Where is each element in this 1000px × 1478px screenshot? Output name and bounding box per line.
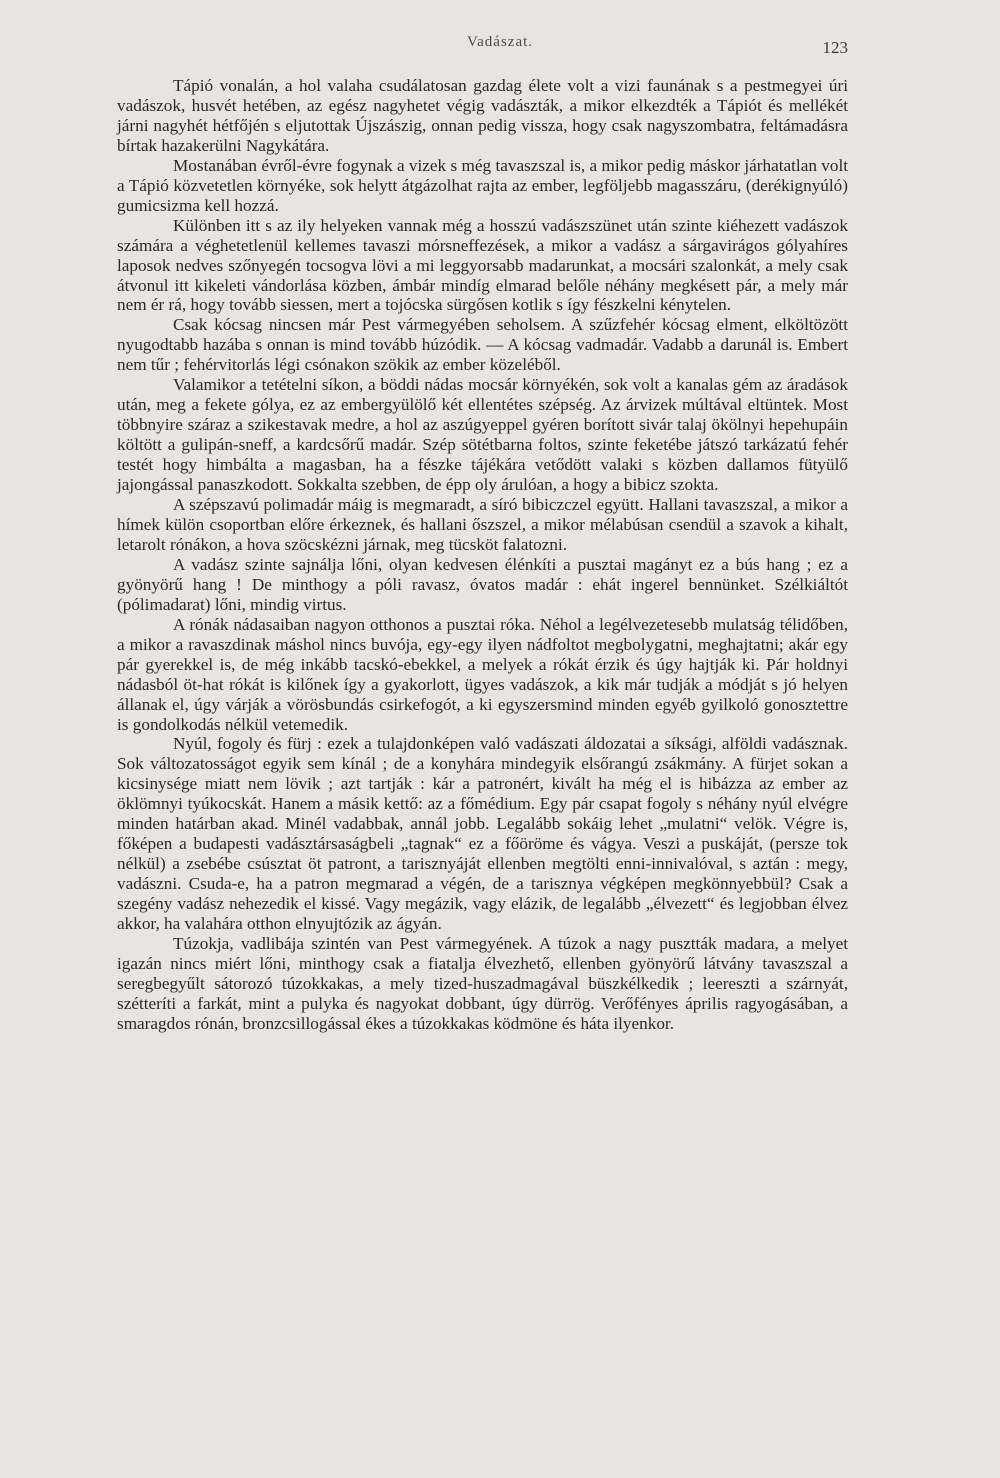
paragraph: Csak kócsag nincsen már Pest vármegyében seholsem. A szűzfehér kócsag elment, elköltözött nyugodtabb hazába s onnan is mind tovább húzódik. — A kócsag vadmadár. Vadabb a darunál is. Embert nem tűr ; fehérvitorlás légi csónakon szökik az ember közeléből. — [117, 315, 848, 375]
paragraph: A rónák nádasaiban nagyon otthonos a pusztai róka. Néhol a legélvezetesebb mulatság télidőben, a mikor a ravaszdinak máshol nincs buvója, egy-egy ilyen nádfoltot megbolygatni, meghajtatni; akár egy pár gyerekkel is, de még inkább tacskó-ebekkel, a melyek a rókát érzik és úgy hajtják ki. Pár holdnyi nádasból öt-hat rókát is kilőnek így a gyakorlott, ügyes vadászok, a kik már tudják a módját s jó helyen állanak el, úgy várják a vörösbundás csirkefogót, a ki egyszersmind minden egyéb gyilkoló gonosztettre is gondolkodás nélkül vetemedik. — [117, 614, 848, 734]
running-head: Vadászat. — [466, 34, 534, 50]
paragraph: A vadász szinte sajnálja lőni, olyan kedvesen élénkíti a pusztai magányt ez a bús hang ; ez a gyönyörű hang ! De minthogy a póli ravasz, óvatos madár : ehát ingerel bennünket. Szélkiáltót (pólimadarat) lőni, mindig virtus. — [117, 554, 848, 614]
paragraph: Túzokja, vadlibája szintén van Pest vármegyének. A túzok a nagy pusztták madara, a melyet igazán nincs miért lőni, minthogy csak a fiatalja élvezhető, ellenben gyönyörű látvány tavaszszal a seregbegyűlt sátorozó túzokkakas, a mely tized-huszadmagával büszkélkedik ; leereszti a szárnyát, szétteríti a farkát, mint a pulyka és nagyokat dobbant, úgy dürrög. Verőfényes április ragyogásában, a smaragdos rónán, bronzcsillogással ékes a túzokkakas ködmöne és háta ilyenkor. — [117, 933, 848, 1033]
paragraph: Nyúl, fogoly és fürj : ezek a tulajdonképen való vadászati áldozatai a síksági, alföldi vadásznak. Sok változatosságot egyik sem kínál ; de a konyhára mindegyik elsőrangú zsákmány. A fürjet sokan a kicsinysége miatt nem lövik ; azt tartják : kár a patronért, kivált ha még el is hibázza az ember az öklömnyi tyúkocskát. Hanem a másik kettő: az a főmédium. Egy pár csapat fogoly s néhány nyúl elvégre minden határban akad. Minél vadabbak, annál jobb. Legalább sokáig lehet „mulatni“ velök. Végre is, főképen a budapesti vadásztársaságbeli „tagnak“ ez a főöröme és vágya. Veszi a puskáját, (persze tok nélkül) a zsebébe csúsztat öt patront, a tarisznyáját ellenben megtölti enni-innivalóval, s aztán : megy, vadászni. Csuda-e, ha a patron megmarad a végén, de a tarisznya végképen megkönnyebbül? Csak a szegény vadász nehezedik el kissé. Vagy megázik, vagy elázik, de legalább „élvezett“ és legjobban élvez akkor, ha valahára otthon elnyujtózik az ágyán. — [117, 734, 848, 934]
page-number: 123 — [822, 38, 848, 57]
paragraph: Tápió vonalán, a hol valaha csudálatosan gazdag élete volt a vizi faunának s a pestmegyei úri vadászok, husvét hetében, az egész nagyhetet végig vadászták, a mikor elkezdték a Tápiót és mellékét járni nagyhét hétfőjén s eljutottak Újszászig, onnan pedig vissza, hogy csak nagyszombatra, feltámadásra bírtak hazakerülni Nagykátára. — [117, 76, 848, 155]
paragraph: Valamikor a tetételni síkon, a böddi nádas mocsár környékén, sok volt a kanalas gém az áradások után, meg a fekete gólya, ez az embergyülölő két ellentétes szépség. Az árvizek múltával eltüntek. Most többnyire száraz a szikestavak medre, a hol az aszúgyeppel gyéren borított sivár talaj ökölnyi hepehupáin költött a gulipán-sneff, a kardcsőrű madár. Szép sötétbarna foltos, szinte feketébe játszó tarkázatú fehér testét hogy himbálta a magasban, ha a fészke tájékára vetődött valaki s közben dallamos fütyülő jajongással panaszkodott. Sokkalta szebben, de épp oly árulóan, a hogy a bibicz szokta. — [117, 375, 848, 495]
paragraph: Különben itt s az ily helyeken vannak még a hosszú vadászszünet után szinte kiéhezett vadászok számára a véghetetlenül kellemes tavaszi mórsneffezések, a mikor a vadász a sárgavirágos gólyahíres laposok nedves szőnyegén tocsogva lövi a mi leggyorsabb madarunkat, a mocsári szalonkát, a mely csak átvonul itt kikeleti vándorlása közben, ámbár mindíg elmarad belőle néhány megkésett pár, a mely már nem ér rá, hogy tovább siessen, mert a tojócska sürgősen kotlik s így fészkelni kénytelen. — [117, 215, 848, 315]
paragraph: A szépszavú polimadár máig is megmaradt, a síró bibiczczel együtt. Hallani tavaszszal, a mikor a hímek külön csoportban előre érkeznek, és hallani őszszel, a mikor mélabúsan csendül a szavok a kihalt, letarolt rónákon, a hova szöcskézni járnak, meg tücsköt falatozni. — [117, 495, 848, 554]
paragraph: Mostanában évről-évre fogynak a vizek s még tavaszszal is, a mikor pedig máskor járhatatlan volt a Tápió közvetetlen környéke, sok helytt átgázolhat rajta az ember, legföljebb magasszáru, (derékignyúló) gumicsizma kell hozzá. — [117, 155, 848, 215]
body-text — [117, 76, 848, 1034]
